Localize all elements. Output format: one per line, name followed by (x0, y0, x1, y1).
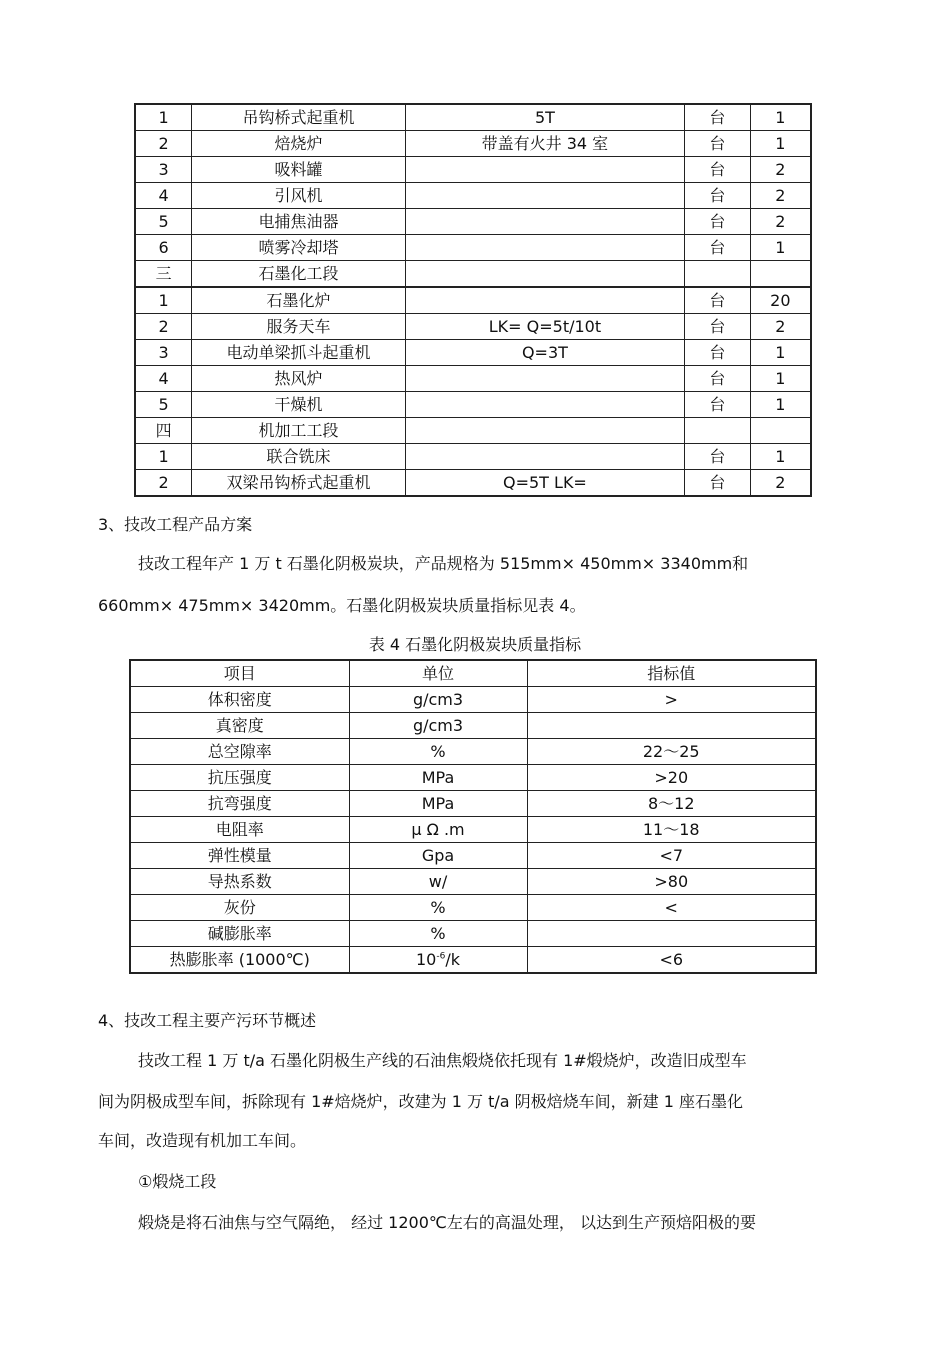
cell-unit: 台 (684, 287, 750, 314)
cell-equipment: 石墨化炉 (192, 287, 406, 314)
table-row (135, 261, 811, 288)
cell-item: 抗弯强度 (130, 791, 349, 817)
table-row (130, 869, 816, 895)
table-row (135, 366, 811, 392)
cell-unit: g/cm3 (349, 713, 527, 739)
cell-quantity: 1 (750, 366, 811, 392)
table-row (130, 921, 816, 947)
section4-p1-line1: 技改工程 1 万 t/a 石墨化阴极生产线的石油焦煅烧依托现有 1#煅烧炉，改造旧成型车 (138, 1051, 747, 1070)
section3-heading: 3、技改工程产品方案 (98, 515, 253, 534)
cell-unit: 台 (684, 104, 750, 131)
cell-spec (405, 183, 684, 209)
cell-index: 5 (135, 209, 192, 235)
cell-quantity: 1 (750, 235, 811, 261)
unit-exponent: -6 (436, 951, 446, 962)
cell-index: 2 (135, 131, 192, 157)
cell-equipment: 热风炉 (192, 366, 406, 392)
header-unit: 单位 (349, 660, 527, 687)
cell-equipment: 机加工工段 (192, 418, 406, 444)
cell-quantity: 2 (750, 314, 811, 340)
cell-unit (684, 418, 750, 444)
cell-equipment: 服务天车 (192, 314, 406, 340)
cell-spec: LK= Q=5t/10t (405, 314, 684, 340)
equipment-table (134, 103, 812, 497)
cell-unit: % (349, 895, 527, 921)
cell-item: 灰份 (130, 895, 349, 921)
cell-equipment: 干燥机 (192, 392, 406, 418)
cell-unit: MPa (349, 791, 527, 817)
cell-unit (349, 947, 527, 974)
cell-unit: 台 (684, 235, 750, 261)
unit-tail: /k (445, 949, 460, 969)
cell-equipment: 喷雾冷却塔 (192, 235, 406, 261)
cell-item: 电阻率 (130, 817, 349, 843)
cell-spec (405, 235, 684, 261)
cell-value: 8～12 (527, 791, 816, 817)
cell-value: 11～18 (527, 817, 816, 843)
cell-value: <6 (527, 947, 816, 974)
cell-quantity (750, 261, 811, 288)
table-row (135, 235, 811, 261)
cell-index: 四 (135, 418, 192, 444)
cell-value: >20 (527, 765, 816, 791)
table-row (130, 817, 816, 843)
cell-equipment: 焙烧炉 (192, 131, 406, 157)
table-row (135, 287, 811, 314)
cell-spec (405, 392, 684, 418)
cell-equipment: 电捕焦油器 (192, 209, 406, 235)
header-value: 指标值 (527, 660, 816, 687)
cell-equipment: 引风机 (192, 183, 406, 209)
table-row (130, 765, 816, 791)
cell-unit: % (349, 921, 527, 947)
cell-spec (405, 261, 684, 288)
cell-quantity: 1 (750, 131, 811, 157)
cell-spec: 5T (405, 104, 684, 131)
cell-unit: w/ (349, 869, 527, 895)
cell-spec: 带盖有火井 34 室 (405, 131, 684, 157)
cell-item: 总空隙率 (130, 739, 349, 765)
cell-spec: Q=3T (405, 340, 684, 366)
cell-index: 三 (135, 261, 192, 288)
cell-index: 6 (135, 235, 192, 261)
table-row (130, 687, 816, 713)
cell-item: 体积密度 (130, 687, 349, 713)
cell-value (527, 921, 816, 947)
cell-unit: μ Ω .m (349, 817, 527, 843)
cell-value: >80 (527, 869, 816, 895)
cell-index: 1 (135, 287, 192, 314)
table-row (130, 843, 816, 869)
cell-item: 抗压强度 (130, 765, 349, 791)
cell-unit: 台 (684, 314, 750, 340)
cell-unit: g/cm3 (349, 687, 527, 713)
cell-unit: 台 (684, 392, 750, 418)
section4-p2-line1: 煅烧是将石油焦与空气隔绝， 经过 1200℃左右的高温处理， 以达到生产预焙阳极的要 (138, 1213, 756, 1232)
cell-equipment: 石墨化工段 (192, 261, 406, 288)
cell-unit: 台 (684, 444, 750, 470)
cell-equipment: 双梁吊钩桥式起重机 (192, 470, 406, 497)
quality-table (129, 659, 817, 974)
cell-value: 22～25 (527, 739, 816, 765)
cell-unit (684, 261, 750, 288)
cell-quantity (750, 418, 811, 444)
cell-unit: MPa (349, 765, 527, 791)
cell-quantity: 1 (750, 340, 811, 366)
table-row (135, 418, 811, 444)
cell-quantity: 1 (750, 392, 811, 418)
cell-index: 5 (135, 392, 192, 418)
table-row (130, 713, 816, 739)
cell-item: 碱膨胀率 (130, 921, 349, 947)
cell-item: 真密度 (130, 713, 349, 739)
cell-item: 热膨胀率 (1000℃) (130, 947, 349, 974)
cell-index: 4 (135, 366, 192, 392)
cell-quantity: 20 (750, 287, 811, 314)
cell-item: 弹性模量 (130, 843, 349, 869)
cell-spec: Q=5T LK= (405, 470, 684, 497)
cell-index: 1 (135, 104, 192, 131)
cell-equipment: 电动单梁抓斗起重机 (192, 340, 406, 366)
cell-unit: 台 (684, 157, 750, 183)
section4-p1-line3: 车间，改造现有机加工车间。 (98, 1131, 307, 1150)
cell-equipment: 吊钩桥式起重机 (192, 104, 406, 131)
cell-quantity: 1 (750, 444, 811, 470)
table-row (135, 444, 811, 470)
cell-unit: % (349, 739, 527, 765)
cell-index: 4 (135, 183, 192, 209)
cell-index: 3 (135, 340, 192, 366)
table-row (135, 392, 811, 418)
cell-quantity: 1 (750, 104, 811, 131)
cell-value (527, 713, 816, 739)
cell-value: <7 (527, 843, 816, 869)
header-item: 项目 (130, 660, 349, 687)
table-row (135, 131, 811, 157)
cell-value: > (527, 687, 816, 713)
cell-equipment: 联合铣床 (192, 444, 406, 470)
cell-spec (405, 444, 684, 470)
section4-p1-line2: 间为阴极成型车间，拆除现有 1#焙烧炉，改建为 1 万 t/a 阴极焙烧车间，新建 1 座石墨化 (98, 1092, 744, 1111)
table-row (135, 470, 811, 497)
table-row (135, 157, 811, 183)
table-row (130, 791, 816, 817)
cell-unit: 台 (684, 131, 750, 157)
cell-spec (405, 287, 684, 314)
cell-spec (405, 366, 684, 392)
calcination-subheading: ①煅烧工段 (138, 1172, 217, 1191)
cell-index: 3 (135, 157, 192, 183)
cell-spec (405, 418, 684, 444)
unit-base: 10 (416, 949, 437, 969)
quality-header-row (130, 660, 816, 687)
cell-spec (405, 209, 684, 235)
cell-unit: 台 (684, 183, 750, 209)
cell-unit: 台 (684, 470, 750, 497)
table-row (135, 104, 811, 131)
table-row (130, 947, 816, 974)
cell-unit: Gpa (349, 843, 527, 869)
cell-quantity: 2 (750, 470, 811, 497)
cell-quantity: 2 (750, 209, 811, 235)
cell-unit: 台 (684, 209, 750, 235)
table-row (135, 183, 811, 209)
section4-heading: 4、技改工程主要产污环节概述 (98, 1011, 317, 1030)
section3-paragraph-line1: 技改工程年产 1 万 t 石墨化阴极炭块，产品规格为 515mm× 450mm× 3340mm和 (138, 554, 749, 573)
cell-unit: 台 (684, 366, 750, 392)
table-row (135, 209, 811, 235)
cell-index: 2 (135, 314, 192, 340)
cell-value: < (527, 895, 816, 921)
cell-spec (405, 157, 684, 183)
section3-paragraph-line2: 660mm× 475mm× 3420mm。石墨化阴极炭块质量指标见表 4。 (98, 596, 586, 615)
cell-unit: 台 (684, 340, 750, 366)
table4-caption: 表 4 石墨化阴极炭块质量指标 (368, 635, 582, 654)
cell-quantity: 2 (750, 157, 811, 183)
cell-index: 2 (135, 470, 192, 497)
table-row (135, 340, 811, 366)
cell-item: 导热系数 (130, 869, 349, 895)
table-row (135, 314, 811, 340)
cell-quantity: 2 (750, 183, 811, 209)
cell-index: 1 (135, 444, 192, 470)
table-row (130, 739, 816, 765)
table-row (130, 895, 816, 921)
cell-equipment: 吸料罐 (192, 157, 406, 183)
